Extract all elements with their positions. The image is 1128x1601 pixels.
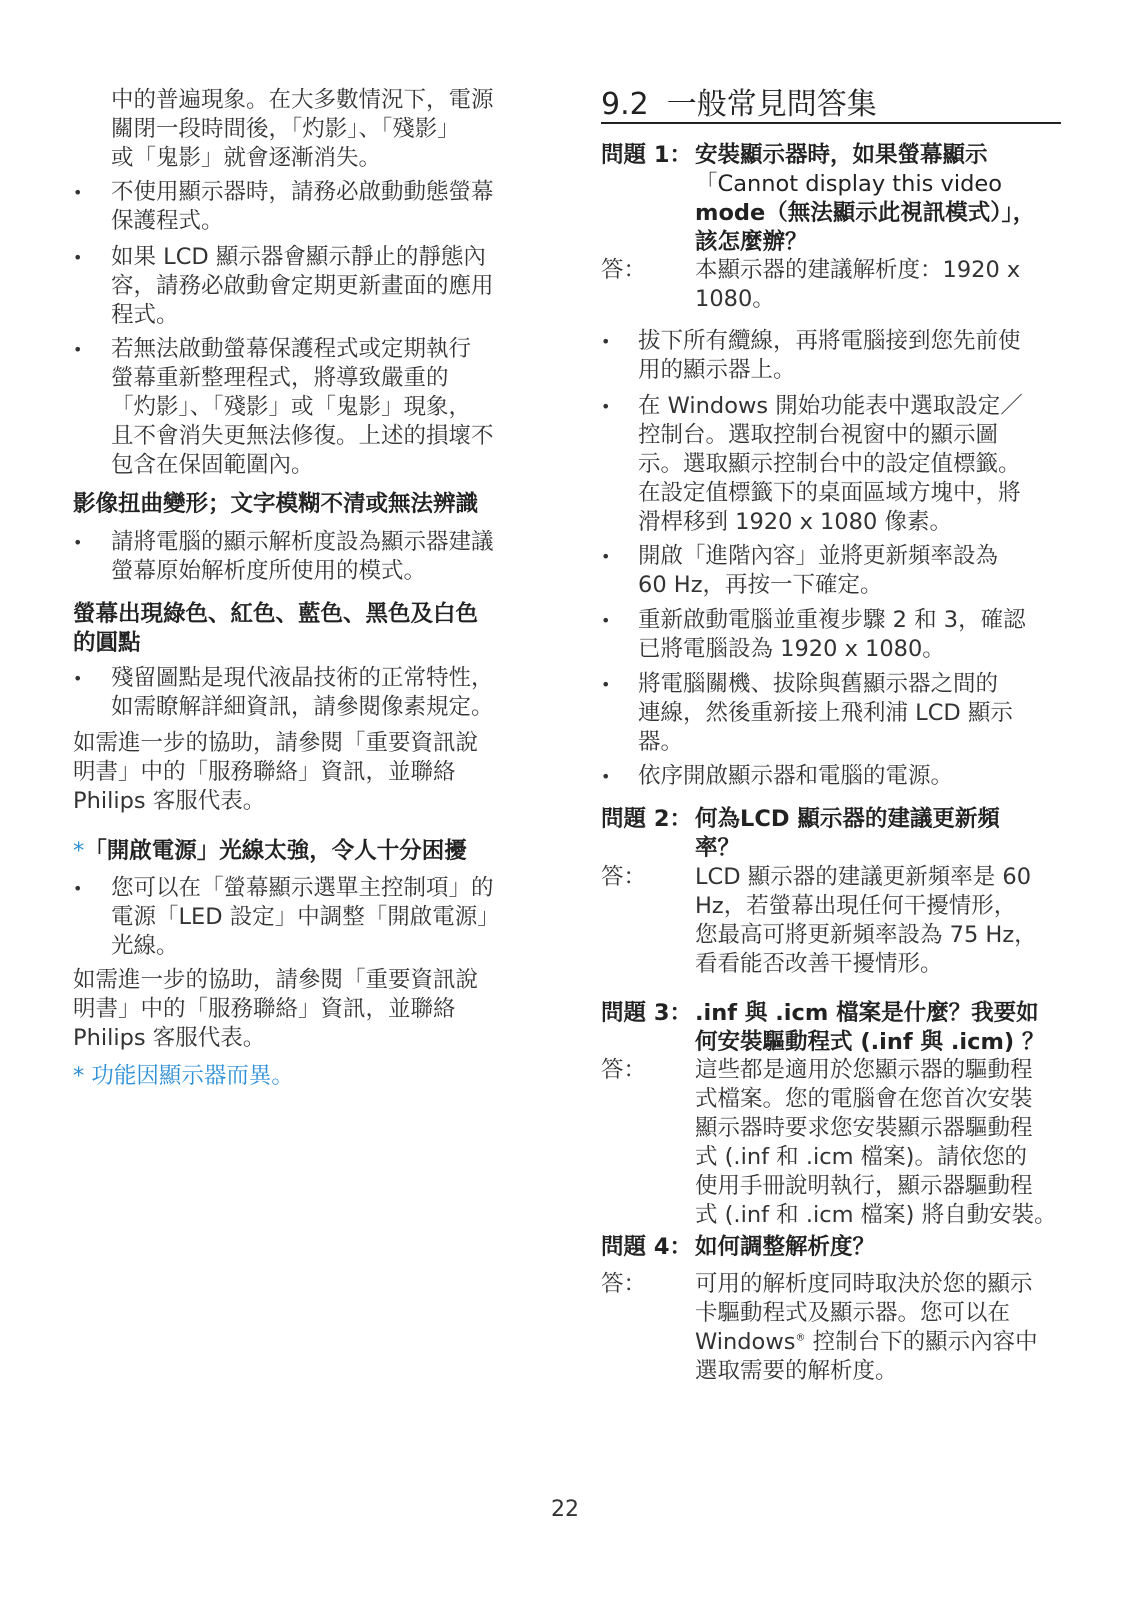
- footnote: * 功能因顯示器而異。: [73, 1063, 294, 1089]
- help-paragraph: 如需進一步的協助，請參閱「重要資訊說 明書」中的「服務聯絡」資訊，並聯絡 Philips 客服代表。: [73, 967, 479, 1051]
- page-number: 22: [551, 1497, 579, 1522]
- heading-power-light: *「開啟電源」光線太強，令人十分困擾: [73, 838, 467, 864]
- section-divider: [601, 122, 1061, 124]
- answer-4-windows-line: Windows® 控制台下的顯示內容中: [695, 1329, 1038, 1355]
- help-paragraph: 如需進一步的協助，請參閱「重要資訊說 明書」中的「服務聯絡」資訊，並聯絡 Philips 客服代表。: [73, 730, 479, 814]
- heading-distortion: 影像扭曲變形；文字模糊不清或無法辨識: [73, 491, 479, 517]
- intro-paragraph: 中的普遍現象。在大多數情況下，電源 關閉一段時間後，「灼影」、「殘影」 或「鬼影」就會逐漸消失。: [111, 87, 494, 171]
- heading-dots: 螢幕出現綠色、紅色、藍色、黑色及白色 的圓點: [73, 601, 479, 656]
- section-title: 9.2 一般常見問答集: [601, 87, 877, 122]
